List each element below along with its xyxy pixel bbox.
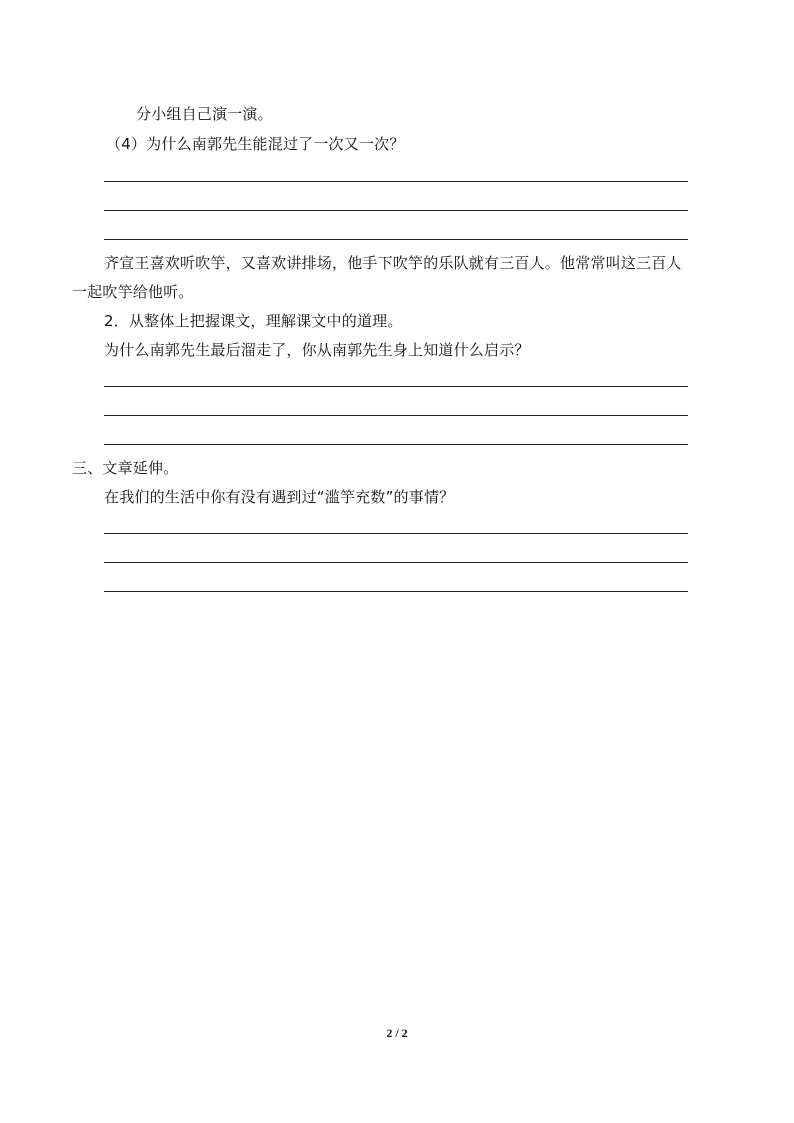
instruction-text: 分小组自己演一演。 bbox=[136, 105, 273, 123]
answer-line bbox=[104, 239, 688, 240]
answer-line bbox=[104, 210, 688, 211]
item-2-heading: 2．从整体上把握课文，理解课文中的道理。 bbox=[104, 312, 403, 330]
section-3-heading: 三、文章延伸。 bbox=[72, 459, 179, 477]
page-number: 2 / 2 bbox=[386, 1026, 408, 1040]
story-paragraph-line-1: 齐宣王喜欢听吹竽，又喜欢讲排场，他手下吹竽的乐队就有三百人。他常常叫这三百人 bbox=[104, 254, 682, 272]
answer-line bbox=[104, 562, 688, 563]
answer-line bbox=[104, 533, 688, 534]
item-2-question: 为什么南郭先生最后溜走了，你从南郭先生身上知道什么启示？ bbox=[104, 341, 530, 359]
answer-line bbox=[104, 444, 688, 445]
answer-line bbox=[104, 181, 688, 182]
section-3-question: 在我们的生活中你有没有遇到过“滥竽充数”的事情？ bbox=[104, 488, 455, 506]
answer-line bbox=[104, 591, 688, 592]
question-4: （4）为什么南郭先生能混过了一次又一次？ bbox=[106, 135, 405, 153]
story-paragraph-line-2: 一起吹竽给他听。 bbox=[72, 283, 194, 301]
answer-line bbox=[104, 415, 688, 416]
answer-line bbox=[104, 386, 688, 387]
